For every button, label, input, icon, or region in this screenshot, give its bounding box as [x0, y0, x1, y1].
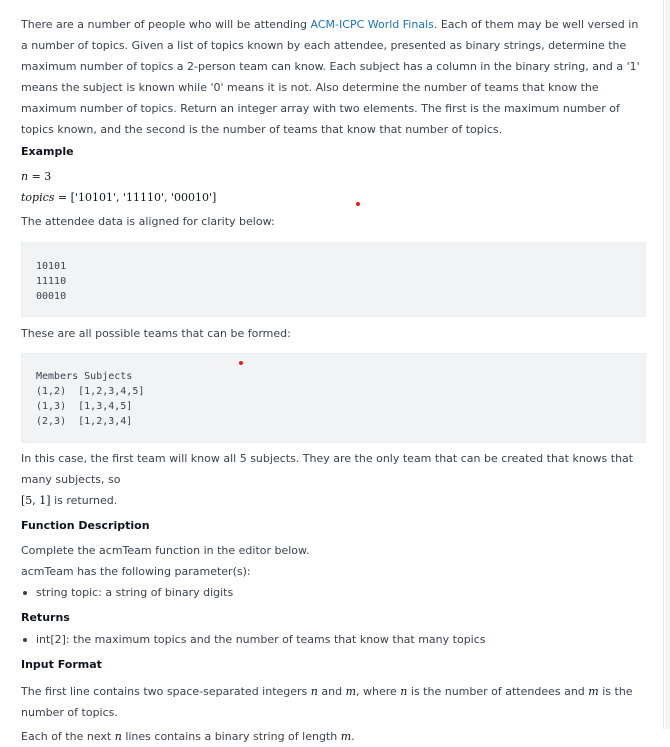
input-text: The first line contains two space-separated integers	[21, 685, 311, 698]
var-n: n	[400, 685, 408, 698]
intro-text: There are a number of people who will be attending	[21, 18, 311, 31]
var-m: m	[345, 685, 357, 698]
input-line1	[21, 681, 646, 723]
input-text: Each of the next	[21, 730, 115, 743]
code-line: 10101	[36, 261, 67, 272]
list-item: string topic: a string of binary digits	[21, 582, 646, 603]
list-item: int[2]: the maximum topics and the number of teams that know that many topics	[21, 629, 646, 650]
example-n	[21, 166, 646, 187]
cursor-marker-icon	[239, 361, 243, 365]
cursor-marker-icon	[356, 202, 360, 206]
returns-heading: Returns	[21, 611, 70, 624]
code-line: (1,2) [1,2,3,4,5]	[36, 386, 145, 397]
conclusion-paragraph	[21, 448, 646, 511]
teams-code-block	[21, 353, 646, 443]
input-text: .	[351, 730, 355, 743]
code-line: Members Subjects	[36, 371, 133, 382]
input-text: , where	[356, 685, 401, 698]
input-line2	[21, 726, 646, 747]
result-value: [5, 1]	[21, 494, 51, 507]
scrollbar-track[interactable]	[665, 0, 670, 729]
var-n: n	[21, 170, 29, 183]
conclusion-text: In this case, the first team will know all 5 subjects. They are the only team that can be created that knows that many subjects, so	[21, 452, 634, 486]
code-line: 00010	[36, 291, 67, 302]
var-topics: topics	[21, 191, 55, 204]
var-m: m	[340, 730, 352, 743]
input-text: is the number of topics.	[21, 685, 633, 719]
intro-text-rest: . Each of them may be well versed in a number of topics. Given a list of topics known by each attendee, presented as binary strings, determine the maximum number of topics a 2-person team can know. Each subject has a column in the binary string, and a '1' means the subject is known while '0' means it is not. Also determine the number of teams that know the maximum number of topics. Return an integer array with two elements. The first is the maximum number of topics known, and the second is the number of teams that know that number of topics.	[21, 18, 640, 136]
returns-list	[21, 629, 646, 650]
input-text: lines contains a binary string of length	[121, 730, 341, 743]
var-n: n	[114, 730, 122, 743]
intro-paragraph	[21, 14, 646, 140]
function-line1: Complete the acmTeam function in the editor below.	[21, 544, 310, 557]
teams-text: These are all possible teams that can be formed:	[21, 327, 291, 340]
code-line: (2,3) [1,2,3,4]	[36, 416, 133, 427]
function-description-heading: Function Description	[21, 519, 150, 532]
input-format-heading: Input Format	[21, 658, 102, 671]
attendee-code-block	[21, 242, 646, 317]
problem-content	[21, 14, 646, 747]
input-text: and	[317, 685, 346, 698]
result-suffix: is returned.	[50, 494, 118, 507]
function-line2: acmTeam has the following parameter(s):	[21, 565, 251, 578]
code-line: 11110	[36, 276, 67, 287]
code-line: (1,3) [1,3,4,5]	[36, 401, 133, 412]
example-heading: Example	[21, 145, 74, 158]
var-n: n	[310, 685, 318, 698]
aligned-text: The attendee data is aligned for clarity below:	[21, 215, 275, 228]
acm-icpc-link[interactable]: ACM-ICPC World Finals	[310, 18, 434, 31]
n-value: = 3	[28, 170, 52, 183]
topics-value: = ['10101', '11110', '00010']	[54, 191, 217, 204]
example-topics	[21, 187, 646, 208]
var-m: m	[588, 685, 599, 698]
parameter-list	[21, 582, 646, 603]
input-text: is the number of attendees and	[407, 685, 589, 698]
